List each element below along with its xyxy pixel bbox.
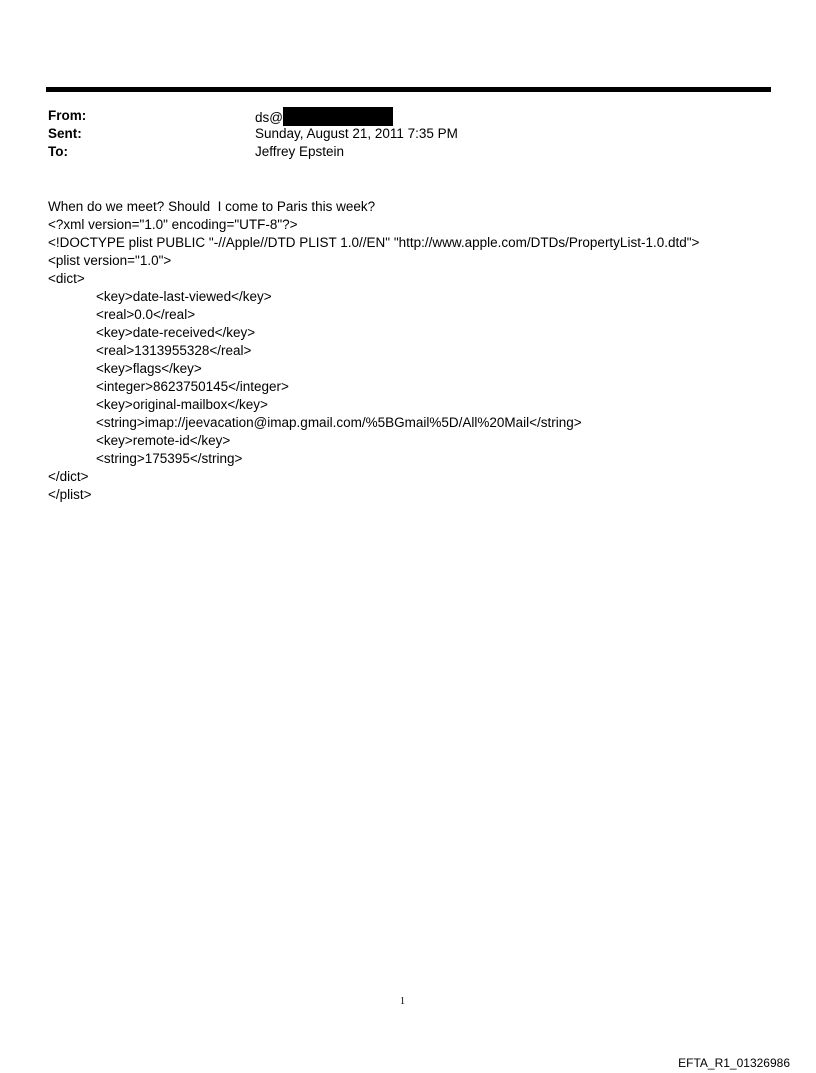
- to-label: To:: [48, 144, 68, 159]
- message-line: When do we meet? Should I come to Paris this week?: [48, 199, 376, 214]
- message-line: <real>1313955328</real>: [96, 343, 252, 358]
- message-line: </plist>: [48, 487, 92, 502]
- sent-value: Sunday, August 21, 2011 7:35 PM: [255, 126, 458, 141]
- from-label: From:: [48, 108, 87, 123]
- page-number: 1: [400, 996, 405, 1007]
- message-line: <key>original-mailbox</key>: [96, 397, 268, 412]
- message-line: <key>remote-id</key>: [96, 433, 231, 448]
- header-rule: [46, 87, 771, 92]
- sent-label: Sent:: [48, 126, 82, 141]
- redaction-block: [283, 107, 393, 126]
- message-line: <string>175395</string>: [96, 451, 243, 466]
- message-line: <dict>: [48, 271, 85, 286]
- message-line: </dict>: [48, 469, 89, 484]
- to-value: Jeffrey Epstein: [255, 144, 345, 159]
- from-value: [255, 107, 393, 127]
- message-line: <?xml version="1.0" encoding="UTF-8"?>: [48, 217, 298, 232]
- document-id: EFTA_R1_01326986: [678, 1056, 790, 1070]
- message-line: <integer>8623750145</integer>: [96, 379, 289, 394]
- message-line: <string>imap://jeevacation@imap.gmail.com/%5BGmail%5D/All%20Mail</string>: [96, 415, 582, 430]
- from-address: ds@: [255, 110, 283, 125]
- message-line: <plist version="1.0">: [48, 253, 172, 268]
- message-line: <key>flags</key>: [96, 361, 202, 376]
- message-body: [48, 198, 699, 504]
- message-line: <!DOCTYPE plist PUBLIC "-//Apple//DTD PLIST 1.0//EN" "http://www.apple.com/DTDs/PropertyList-1.0.dtd">: [48, 235, 700, 250]
- message-line: <key>date-received</key>: [96, 325, 256, 340]
- message-line: <real>0.0</real>: [96, 307, 196, 322]
- message-line: <key>date-last-viewed</key>: [96, 289, 272, 304]
